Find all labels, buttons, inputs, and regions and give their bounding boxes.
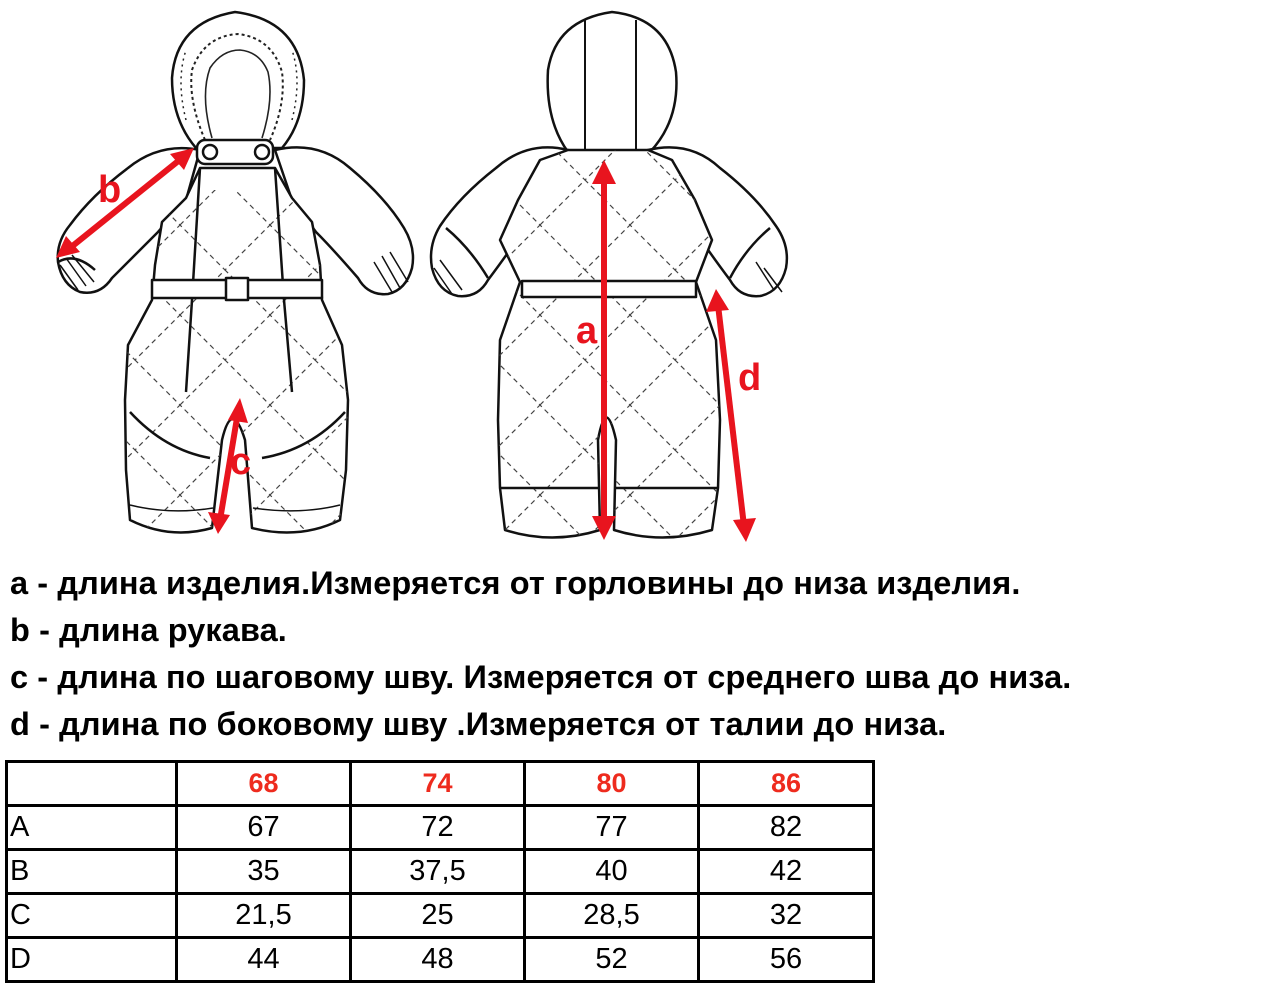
table-cell: 35 [177, 850, 351, 894]
table-cell: 32 [699, 894, 874, 938]
row-label: C [7, 894, 177, 938]
table-row [7, 894, 874, 938]
table-cell: 67 [177, 806, 351, 850]
measure-label-a: a [576, 310, 598, 352]
button-icon [255, 145, 269, 159]
table-cell: 56 [699, 938, 874, 982]
measurement-legend [10, 560, 1280, 748]
size-table [5, 760, 875, 983]
table-cell: 42 [699, 850, 874, 894]
belt-buckle-icon [226, 278, 248, 300]
table-cell: 72 [351, 806, 525, 850]
row-label: D [7, 938, 177, 982]
table-cell: 37,5 [351, 850, 525, 894]
table-row [7, 850, 874, 894]
size-header-cell: 68 [177, 762, 351, 806]
row-label: B [7, 850, 177, 894]
legend-line-a: a - длина изделия.Измеряется от горловины до низа изделия. [10, 565, 1021, 601]
arrowhead-icon [733, 518, 756, 542]
row-label: A [7, 806, 177, 850]
table-row [7, 806, 874, 850]
table-cell: 28,5 [525, 894, 699, 938]
button-icon [203, 145, 217, 159]
back-belt [522, 281, 696, 297]
table-row [7, 938, 874, 982]
arrowhead-icon [706, 289, 729, 312]
table-cell: 77 [525, 806, 699, 850]
table-cell: 48 [351, 938, 525, 982]
legend-line-c: c - длина по шаговому шву. Измеряется от среднего шва до низа. [10, 659, 1072, 695]
measure-label-b: b [98, 169, 122, 211]
measure-label-c: c [230, 441, 252, 483]
size-header-cell: 86 [699, 762, 874, 806]
table-cell: 21,5 [177, 894, 351, 938]
table-cell: 52 [525, 938, 699, 982]
back-hood [548, 12, 677, 152]
size-header-cell: 80 [525, 762, 699, 806]
table-cell: 44 [177, 938, 351, 982]
legend-line-b: b - длина рукава. [10, 612, 287, 648]
table-cell: 82 [699, 806, 874, 850]
size-header-cell: 74 [351, 762, 525, 806]
measure-label-d: d [738, 357, 762, 399]
legend-line-d: d - длина по боковому шву .Измеряется от талии до низа. [10, 706, 947, 742]
corner-cell [7, 762, 177, 806]
table-cell: 40 [525, 850, 699, 894]
size-header-row [7, 762, 874, 806]
table-cell: 25 [351, 894, 525, 938]
